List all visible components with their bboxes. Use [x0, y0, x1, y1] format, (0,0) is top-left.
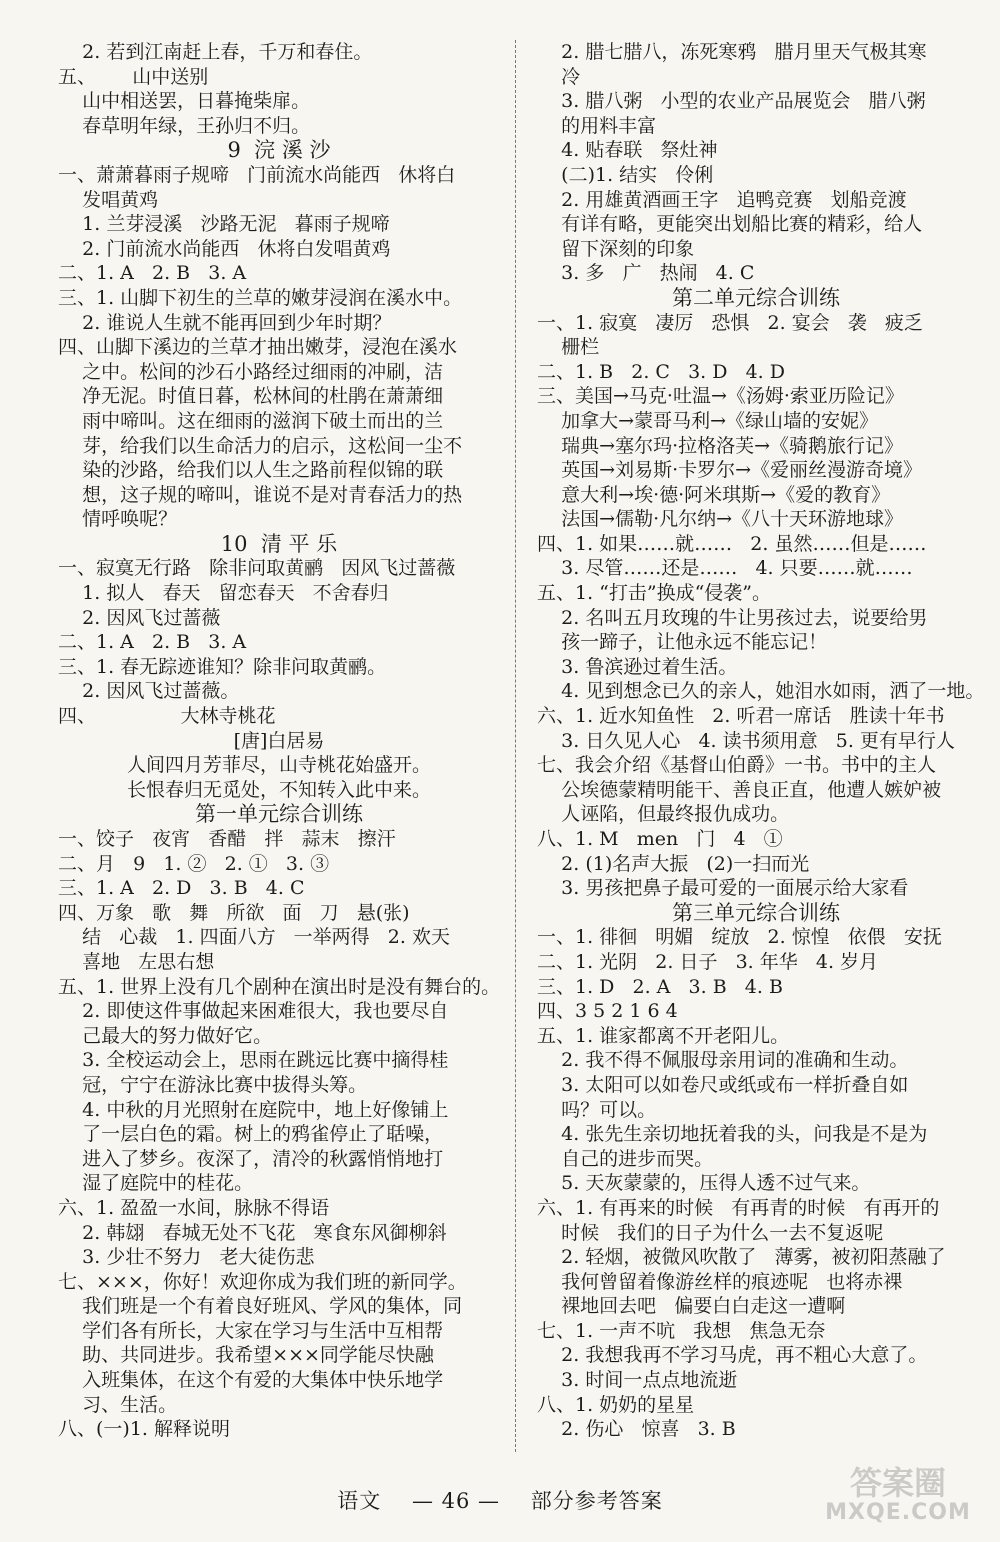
right-column — [537, 40, 985, 1442]
answer-line: 四、3 5 2 1 6 4 — [537, 1000, 678, 1023]
answer-line: 二、1. A 2. B 3. A — [58, 262, 247, 285]
footer-label: 部分参考答案 — [530, 1489, 663, 1513]
answer-line: 2. 轻烟，被微风吹散了 薄雾，被初阳蒸融了 — [537, 1246, 946, 1269]
answer-line: 五、1. “打击”换成“侵袭”。 — [537, 582, 772, 605]
answer-line: 四、 大林寺桃花 — [58, 705, 276, 728]
answer-line: 3. 少壮不努力 老大徒伤悲 — [58, 1246, 315, 1269]
answer-line: 一、1. 徘徊 明媚 绽放 2. 惊惶 依偎 安抚 — [537, 926, 942, 949]
answer-line: 3. 多 广 热闹 4. C — [537, 262, 755, 285]
answer-line: 春草明年绿，王孙归不归。 — [58, 114, 311, 137]
answer-line: 吗？可以。 — [537, 1098, 657, 1121]
section-heading: 9 浣 溪 沙 — [227, 138, 331, 163]
answer-line: 学们各有所长，大家在学习与生活中互相帮 — [58, 1319, 444, 1342]
answer-line: 4. 张先生亲切地抚着我的头，问我是不是为 — [537, 1123, 928, 1146]
answer-line: 长恨春归无觅处，不知转入此中来。 — [126, 778, 431, 801]
answer-line: 4. 见到想念已久的亲人，她泪水如雨，洒了一地。 — [537, 680, 985, 703]
answer-line: 2. 因风飞过蔷薇。 — [58, 680, 240, 703]
section-heading: 第二单元综合训练 — [672, 285, 840, 310]
answer-line: 的用料丰富 — [537, 114, 657, 137]
answer-line: 2. (1)名声大振 (2)一扫而光 — [537, 852, 810, 875]
answer-line: 3. 鲁滨逊过着生活。 — [537, 655, 738, 678]
answer-line: 三、1. D 2. A 3. B 4. B — [537, 975, 783, 998]
section-heading: 10 清 平 乐 — [220, 531, 338, 556]
answer-line: 七、我会介绍《基督山伯爵》一书。书中的主人 — [537, 754, 937, 777]
answer-line: 裸地回去吧 偏要白白走这一遭啊 — [537, 1295, 846, 1318]
answer-line: 冷 — [537, 65, 581, 88]
answer-line: 三、1. 山脚下初生的兰草的嫩芽浸润在溪水中。 — [58, 286, 463, 309]
answer-line: 七、1. 一声不吭 我想 焦急无奈 — [537, 1319, 826, 1342]
answer-line: 六、1. 近水知鱼性 2. 听君一席话 胜读十年书 — [537, 705, 945, 728]
answer-line: 英国→刘易斯·卡罗尔→《爱丽丝漫游奇境》 — [537, 459, 923, 482]
answer-line: 结 心裁 1. 四面八方 一举两得 2. 欢天 — [58, 926, 450, 949]
answer-line: 了一层白色的霜。树上的鸦雀停止了聒噪， — [58, 1123, 444, 1146]
answer-line: 一、萧萧暮雨子规啼 门前流水尚能西 休将白 — [58, 163, 456, 186]
answer-line: 三、美国→马克·吐温→《汤姆·索亚历险记》 — [537, 385, 904, 408]
answer-line: 3. 男孩把鼻子最可爱的一面展示给大家看 — [537, 877, 909, 900]
answer-line: 一、寂寞无行路 除非问取黄鹂 因风飞过蔷薇 — [58, 557, 456, 580]
answer-line: 四、万象 歌 舞 所欲 面 刀 悬(张) — [58, 901, 410, 924]
answer-line: 1. 拟人 春天 留恋春天 不舍春归 — [58, 582, 389, 605]
answer-line: 4. 贴春联 祭灶神 — [537, 139, 718, 162]
answer-line: 我何曾留着像游丝样的痕迹呢 也将赤裸 — [537, 1270, 903, 1293]
answer-line: 二、1. 光阴 2. 日子 3. 年华 4. 岁月 — [537, 950, 879, 973]
answer-line: 染的沙路，给我们以人生之路前程似锦的联 — [58, 459, 444, 482]
answer-line: 有详有略，更能突出划船比赛的精彩，给人 — [537, 213, 923, 236]
answer-line: 人间四月芳菲尽，山寺桃花始盛开。 — [126, 754, 431, 777]
answer-line: 2. 用雄黄酒画王字 追鸭竞赛 划船竞渡 — [537, 188, 907, 211]
answer-line: 栅栏 — [537, 336, 600, 359]
answer-line: 一、饺子 夜宵 香醋 拌 蒜末 擦汗 — [58, 828, 396, 850]
watermark-url: MXQE.COM — [825, 1500, 971, 1525]
answer-line: 自己的进步而哭。 — [537, 1147, 714, 1170]
answer-line: 法国→儒勒·凡尔纳→《八十天环游地球》 — [537, 508, 904, 531]
section-heading: 第三单元综合训练 — [672, 900, 840, 925]
answer-line: 喜地 左思右想 — [58, 950, 215, 973]
answer-line: 5. 天灰蒙蒙的，压得人透不过气来。 — [537, 1172, 871, 1195]
left-column — [58, 40, 500, 1442]
answer-line: 2. 门前流水尚能西 休将白发唱黄鸡 — [58, 237, 391, 260]
answer-line: 3. 时间一点点地流逝 — [537, 1369, 738, 1392]
answer-line: 四、山脚下溪边的兰草才抽出嫩芽，浸泡在溪水 — [58, 336, 458, 359]
answer-line: 1. 兰芽浸溪 沙路无泥 暮雨子规啼 — [58, 213, 390, 236]
answer-line: 之中。松间的沙石小路经过细雨的冲刷，洁 — [58, 360, 444, 383]
answer-line: 孩一蹄子，让他永远不能忘记！ — [537, 631, 828, 654]
answer-line: 六、1. 盈盈一水间，脉脉不得语 — [58, 1196, 330, 1219]
answer-line: 2. 即使这件事做起来困难很大，我也要尽自 — [58, 1000, 449, 1023]
answer-line: 2. 名叫五月玫瑰的牛让男孩过去，说要给男 — [537, 606, 928, 629]
answer-line: 八、1. M men 门 4 ① — [537, 828, 783, 850]
answer-line: 2. 我想我再不学习马虎，再不粗心大意了。 — [537, 1344, 928, 1367]
answer-line: 湿了庭院中的桂花。 — [58, 1172, 254, 1195]
answer-line: 八、(一)1. 解释说明 — [58, 1418, 230, 1441]
answer-line: 2. 我不得不佩服母亲用词的准确和生动。 — [537, 1049, 909, 1072]
answer-line: 山中相送罢，日暮掩柴扉。 — [58, 90, 311, 113]
answer-line: 己最大的努力做好它。 — [58, 1024, 273, 1047]
answer-line: 2. 谁说人生就不能再回到少年时期？ — [58, 311, 392, 334]
answer-line: 雨中啼叫。这在细雨的滋润下破土而出的兰 — [58, 409, 444, 432]
column-divider — [515, 40, 516, 1452]
answer-line: 二、1. A 2. B 3. A — [58, 631, 247, 654]
answer-line: 三、1. A 2. D 3. B 4. C — [58, 877, 305, 900]
watermark-title: 答案圈 — [849, 1464, 946, 1502]
answer-line: 2. 因风飞过蔷薇 — [58, 606, 221, 629]
answer-line: 二、月 9 1. ② 2. ① 3. ③ — [58, 852, 330, 875]
answer-line: 入班集体，在这个有爱的大集体中快乐地学 — [58, 1369, 444, 1392]
answer-line: 2. 伤心 惊喜 3. B — [537, 1418, 736, 1441]
watermark-logo — [818, 1465, 978, 1527]
answer-line: 想，这子规的啼叫，谁说不是对青春活力的热 — [58, 483, 463, 506]
answer-line: 净无泥。时值日暮，松林间的杜鹃在萧萧细 — [58, 385, 444, 408]
answer-line: 五、 山中送别 — [58, 65, 209, 88]
answer-line: 助、共同进步。我希望×××同学能尽快融 — [58, 1344, 434, 1367]
answer-line: 发唱黄鸡 — [58, 188, 159, 211]
answer-line: 进入了梦乡。夜深了，清冷的秋露悄悄地打 — [58, 1147, 444, 1170]
answer-line: 公埃德蒙精明能干、善良正直，他遭人嫉妒被 — [537, 778, 942, 801]
answer-line: 芽，给我们以生命活力的启示，这松间一尘不 — [58, 434, 463, 457]
answer-line: 加拿大→蒙哥马利→《绿山墙的安妮》 — [537, 409, 878, 432]
answer-line: 我们班是一个有着良好班风、学风的集体，同 — [58, 1295, 463, 1318]
answer-line: 冠，宁宁在游泳比赛中拔得头筹。 — [58, 1073, 368, 1096]
section-heading: 第一单元综合训练 — [195, 802, 363, 827]
answer-line: 三、1. 春无踪迹谁知？除非问取黄鹂。 — [58, 655, 387, 678]
answer-line: 2. 韩翃 春城无处不飞花 寒食东风御柳斜 — [58, 1221, 447, 1244]
footer-subject: 语文 — [337, 1489, 382, 1513]
answer-line: 3. 腊八粥 小型的农业产品展览会 腊八粥 — [537, 90, 926, 113]
answer-line: 六、1. 有再来的时候 有再青的时候 有再开的 — [537, 1196, 940, 1219]
answer-line: 3. 全校运动会上，思雨在跳远比赛中摘得桂 — [58, 1049, 449, 1072]
answer-line: 八、1. 奶奶的星星 — [537, 1393, 695, 1416]
answer-line: 意大利→埃·德·阿米琪斯→《爱的教育》 — [537, 483, 891, 506]
answer-line: 2. 若到江南赶上春，千万和春住。 — [58, 41, 373, 63]
answer-line: [唐]白居易 — [233, 729, 325, 752]
answer-line: 瑞典→塞尔玛·拉格洛芙→《骑鹅旅行记》 — [537, 434, 904, 457]
answer-line: 3. 日久见人心 4. 读书须用意 5. 更有早行人 — [537, 729, 955, 752]
page-number: — 46 — — [411, 1489, 501, 1513]
answer-line: (二)1. 结实 伶俐 — [537, 163, 714, 186]
answer-line: 五、1. 谁家都离不开老阳儿。 — [537, 1024, 790, 1047]
answer-line: 3. 尽管……还是…… 4. 只要……就…… — [537, 557, 913, 580]
answer-line: 习、生活。 — [58, 1393, 178, 1416]
answer-line: 4. 中秋的月光照射在庭院中，地上好像铺上 — [58, 1098, 449, 1121]
answer-line: 五、1. 世界上没有几个剧种在演出时是没有舞台的。 — [58, 975, 501, 998]
answer-line: 3. 太阳可以如卷尺或纸或布一样折叠自如 — [537, 1073, 909, 1096]
answer-line: 情呼唤呢？ — [58, 508, 178, 531]
answer-line: 时候 我们的日子为什么一去不复返呢 — [537, 1221, 884, 1244]
answer-line: 2. 腊七腊八，冻死寒鸦 腊月里天气极其寒 — [537, 41, 927, 63]
answer-line: 人诬陷，但最终报仇成功。 — [537, 803, 790, 826]
answer-line: 留下深刻的印象 — [537, 237, 695, 260]
answer-line: 七、×××，你好！欢迎你成为我们班的新同学。 — [58, 1270, 467, 1293]
answer-line: 二、1. B 2. C 3. D 4. D — [537, 360, 785, 383]
answer-line: 一、1. 寂寞 凄厉 恐惧 2. 宴会 袭 疲乏 — [537, 311, 923, 334]
answer-line: 四、1. 如果……就…… 2. 虽然……但是…… — [537, 532, 927, 555]
